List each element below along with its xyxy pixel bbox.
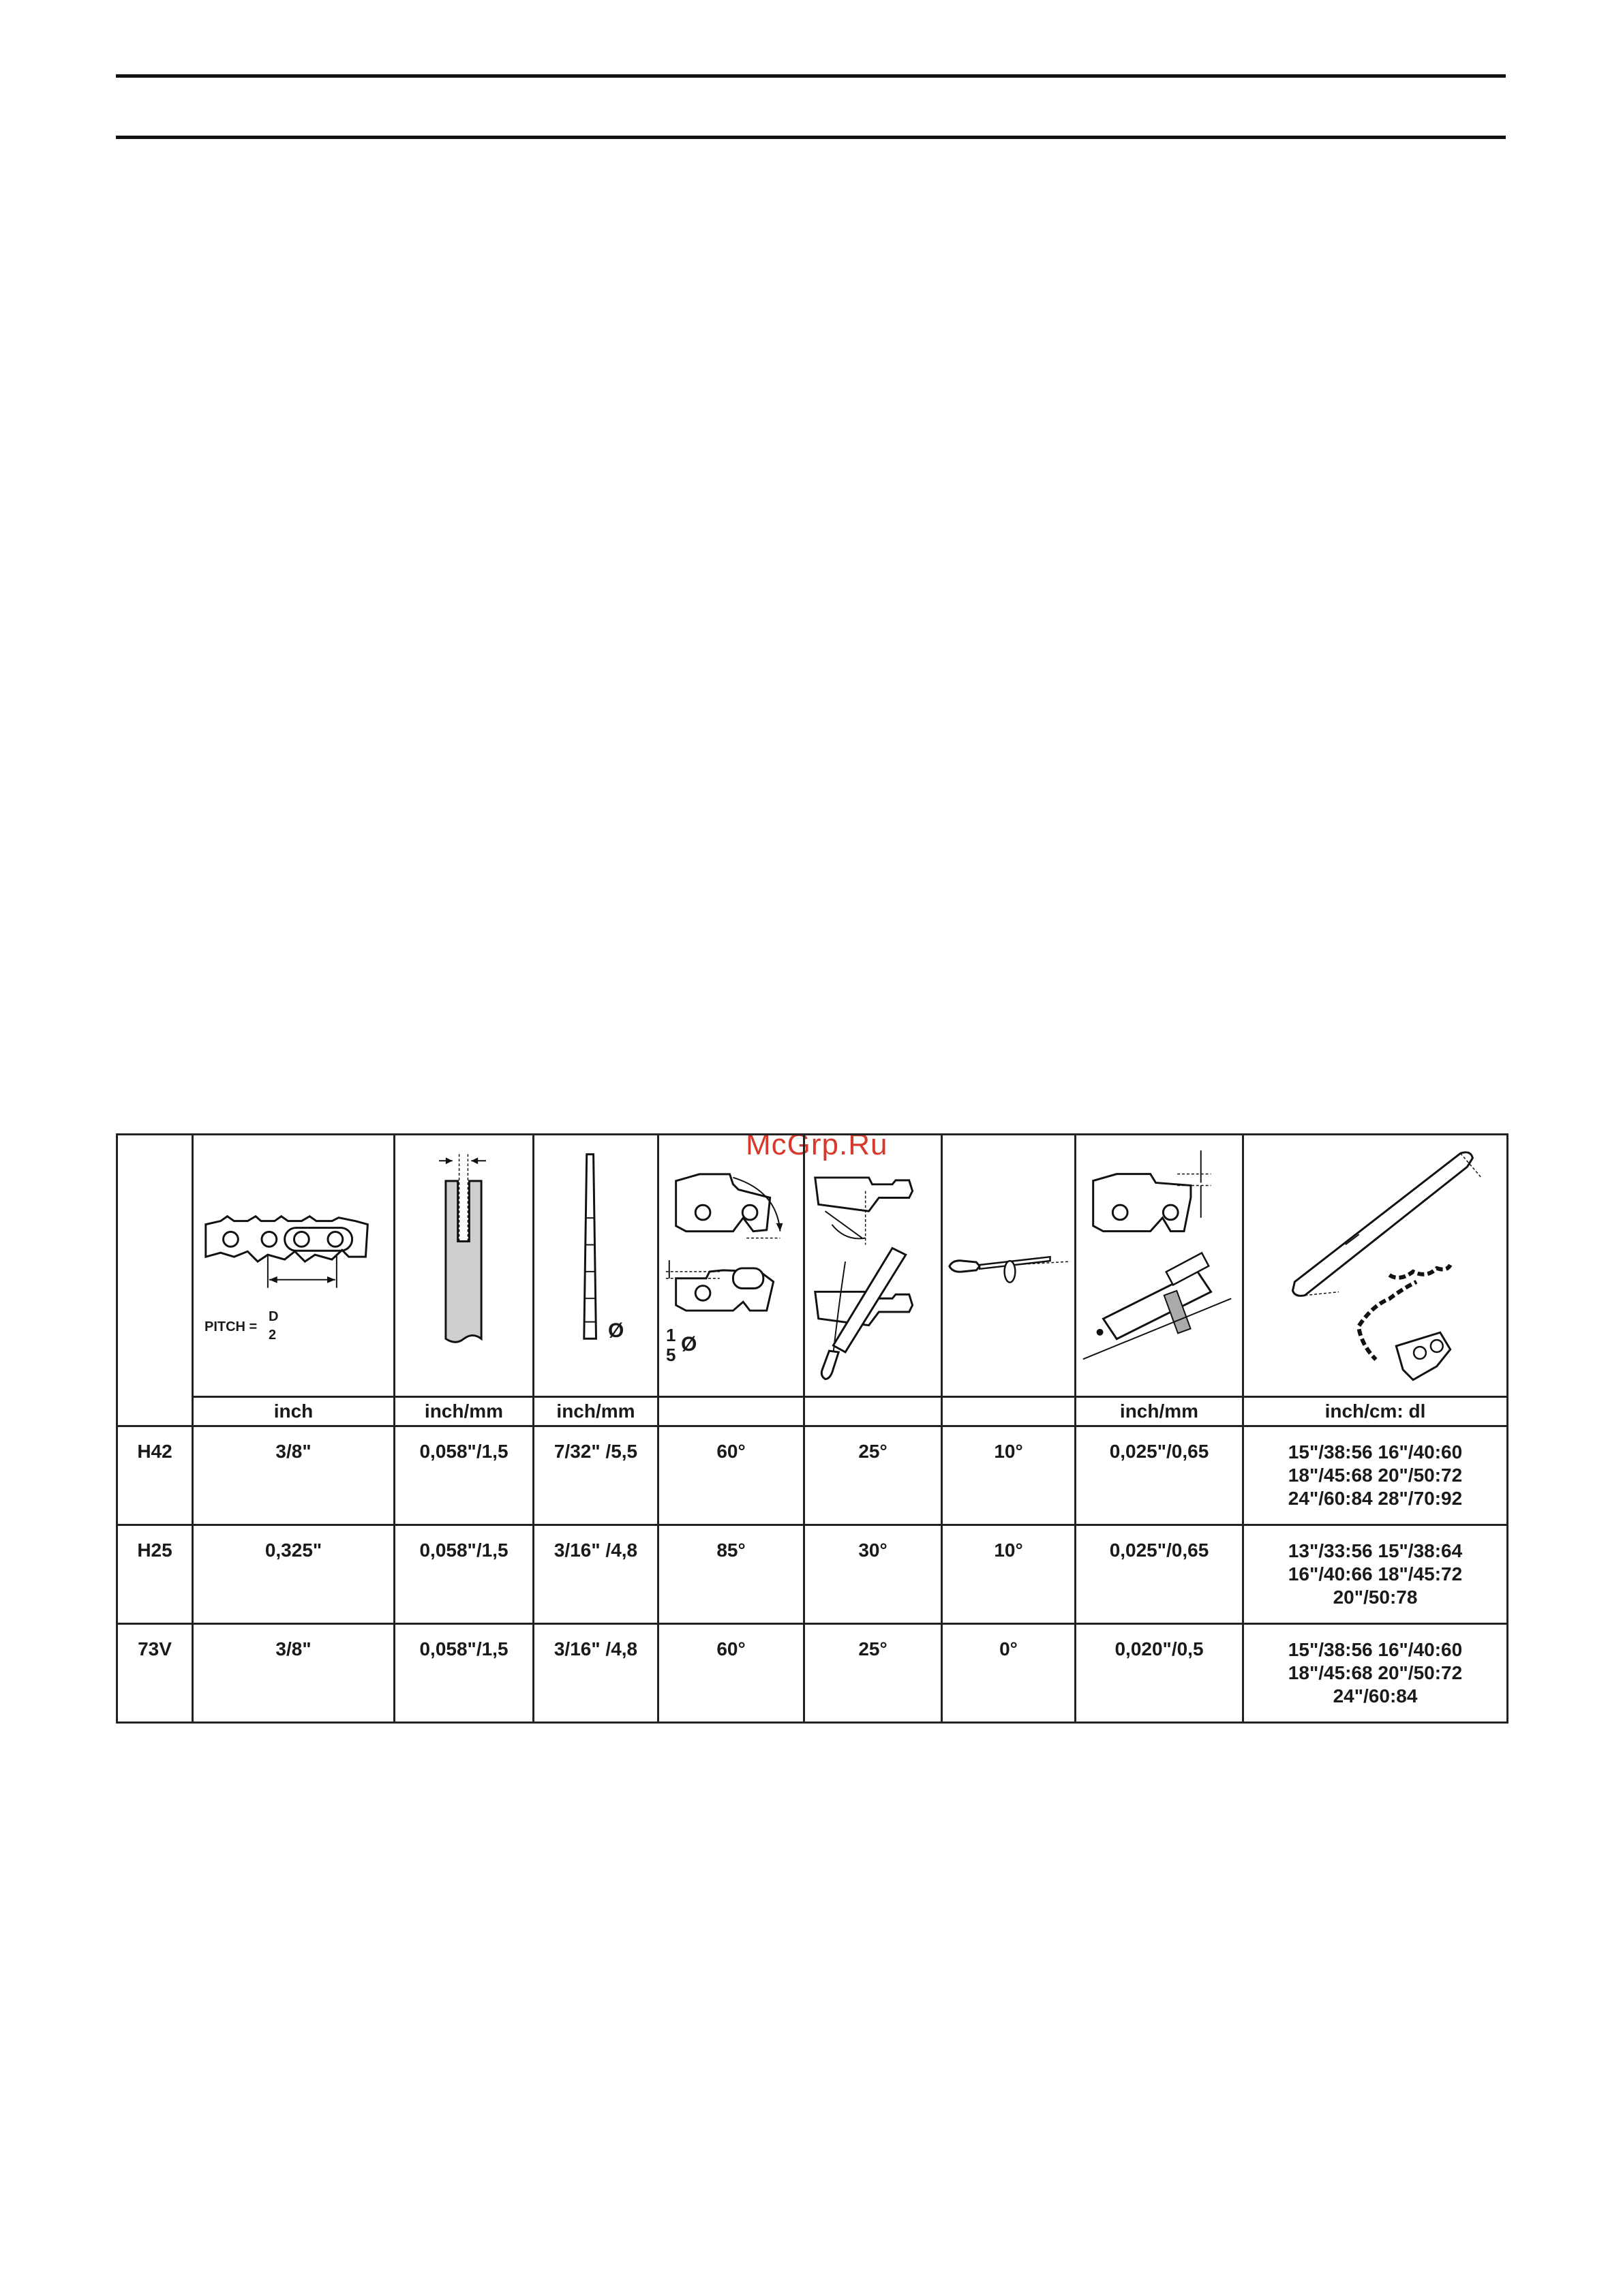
unit-depth-gauge: inch/mm [1076,1397,1243,1426]
gauge-value: 0,058"/1,5 [395,1426,534,1525]
model-code: 73V [117,1624,193,1723]
gauge-value: 0,058"/1,5 [395,1525,534,1624]
depth-gauge-icon [1076,1135,1242,1396]
unit-top-plate-angle [658,1397,804,1426]
round-file-icon [534,1135,657,1396]
table-row [117,1624,1508,1723]
unit-gauge: inch/mm [395,1397,534,1426]
bar-length-line: 18"/45:68 20"/50:72 [1288,1662,1463,1683]
filing-angle-value: 30° [804,1525,942,1624]
top-plate-angle-value: 60° [658,1624,804,1723]
top-plate-angle-value: 85° [658,1525,804,1624]
file-diameter-value: 3/16" /4,8 [534,1624,658,1723]
bar-lengths [1243,1525,1508,1624]
file-diameter-value: 7/32" /5,5 [534,1426,658,1525]
cutter-angle-icon [659,1135,803,1396]
model-code: H25 [117,1525,193,1624]
units-row [117,1397,1508,1426]
watermark: McGrp.Ru [746,1128,888,1161]
file-tilt-value: 10° [942,1426,1076,1525]
pitch-value: 3/8" [193,1624,395,1723]
bar-length-line: 15"/38:56 16"/40:60 [1288,1441,1463,1463]
top-plate-angle-value: 60° [658,1426,804,1525]
pitch-illustration [193,1135,395,1397]
table-row [117,1525,1508,1624]
unit-filing-angle [804,1397,942,1426]
file-tilt-value: 0° [942,1624,1076,1723]
depth-gauge-value: 0,020"/0,5 [1076,1624,1243,1723]
bar-length-line: 18"/45:68 20"/50:72 [1288,1465,1463,1486]
bar-length-line: 24"/60:84 [1333,1685,1418,1706]
chain-spec-table [116,1133,1508,1724]
file-holder-icon [943,1135,1074,1396]
depth-diameter-symbol: Ø [681,1333,697,1356]
model-header-cell [117,1135,193,1426]
bar-length-line: 15"/38:56 16"/40:60 [1288,1639,1463,1660]
chain-pitch-icon [194,1135,393,1396]
unit-file-tilt [942,1397,1076,1426]
table-row [117,1426,1508,1525]
pitch-formula-label: PITCH = [204,1319,258,1334]
unit-bar-length: inch/cm: dl [1243,1397,1508,1426]
top-plate-angle-illustration [658,1135,804,1397]
pitch-formula-numerator: D [269,1309,279,1324]
file-diameter-value: 3/16" /4,8 [534,1525,658,1624]
illustration-row [117,1135,1508,1397]
filing-angle-value: 25° [804,1624,942,1723]
depth-gauge-value: 0,025"/0,65 [1076,1525,1243,1624]
depth-fraction-denominator: 5 [666,1345,676,1365]
drive-link-gauge-icon [395,1135,532,1396]
bar-length-line: 24"/60:84 28"/70:92 [1288,1488,1463,1509]
bar-length-line: 13"/33:56 15"/38:64 [1288,1540,1463,1561]
bar-length-line: 16"/40:66 18"/45:72 [1288,1563,1463,1585]
bar-length-illustration [1243,1135,1508,1397]
unit-pitch: inch [193,1397,395,1426]
file-tilt-value: 10° [942,1525,1076,1624]
pitch-value: 0,325" [193,1525,395,1624]
pitch-value: 3/8" [193,1426,395,1525]
filing-angle-illustration [804,1135,942,1397]
header-rule-top [116,74,1506,78]
filing-angle-value: 25° [804,1426,942,1525]
guide-bar-chain-icon [1244,1135,1506,1396]
diameter-symbol: Ø [608,1319,624,1342]
depth-fraction-numerator: 1 [666,1325,676,1345]
gauge-illustration [395,1135,534,1397]
header-rule-bottom [116,136,1506,139]
file-diameter-illustration [534,1135,658,1397]
file-tilt-illustration [942,1135,1076,1397]
depth-gauge-value: 0,025"/0,65 [1076,1426,1243,1525]
filing-angle-icon [805,1135,941,1396]
unit-file-diameter: inch/mm [534,1397,658,1426]
bar-length-line: 20"/50:78 [1333,1587,1418,1608]
depth-gauge-illustration [1076,1135,1243,1397]
model-code: H42 [117,1426,193,1525]
bar-lengths [1243,1624,1508,1723]
pitch-formula-denominator: 2 [269,1328,277,1343]
bar-lengths [1243,1426,1508,1525]
gauge-value: 0,058"/1,5 [395,1624,534,1723]
